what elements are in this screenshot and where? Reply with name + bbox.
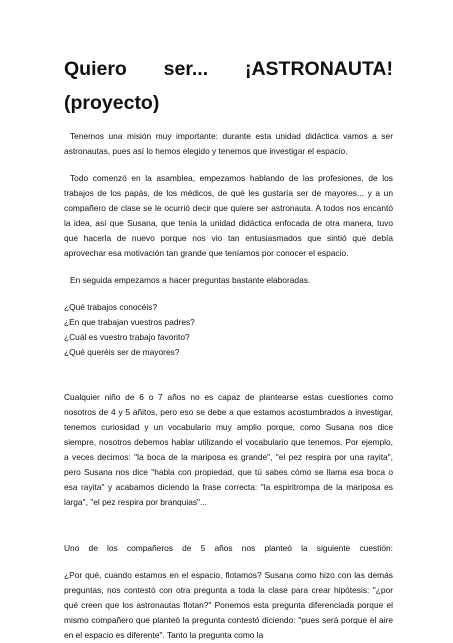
title-word-quiero: Quiero — [64, 58, 127, 80]
title-line-1 — [64, 52, 393, 86]
document-body — [64, 129, 393, 643]
question-item: ¿Qué trabajos conocéis? — [64, 302, 158, 312]
page-title — [64, 52, 393, 120]
title-word-astronauta: ¡ASTRONAUTA! — [244, 58, 393, 80]
paragraph-intro: Tenemos una misión muy importante: durante esta unidad didáctica vamos a ser astronautas, pues así lo hemos elegido y tenemos que investigar el espacio. — [64, 131, 393, 156]
question-list — [64, 300, 393, 360]
paragraph-questions-intro: En seguida empezamos a hacer preguntas bastante elaboradas. — [70, 275, 311, 285]
question-item: ¿Qué queréis ser de mayores? — [64, 347, 180, 357]
paragraph-origin: Todo comenzó en la asamblea, empezamos hablando de las profesiones, de los trabajos de los papás, de los médicos, de qué les gustaría ser de mayores... y a un compañero de clase se le ocurrió decir que quiere ser astronauta. A todos nos encantó la idea, así que Susana, que tenía la unidad didáctica enfocada de otra manera, tuvo que hacerla de nuevo porque nos vio tan entusiasmados que sintió que debía aprovechar esa motivación tan grande que teníamos por conocer el espacio. — [64, 173, 393, 258]
paragraph-vocabulary: Cualquier niño de 6 o 7 años no es capaz de plantearse estas cuestiones como nosotros de 4 y 5 añitos, pero eso se debe a que estamos acostumbrados a investigar, tenemos curiosidad y un vocabulario muy amplio porque, como Susana nos dice siempre, nosotros debemos hablar utilizando el vocabulario que tenemos. Por ejemplo, a veces decimos: "la boca de la mariposa es grande", "el pez respira por una rayita", pero Susana nos dice "habla con propiedad, que tú sabes cómo se llama esa boca o esa rayita" y acabamos diciendo la frase correcta: "la espiritrompa de la mariposa es larga", "el pez respira por branquias"... — [64, 392, 393, 507]
question-item: ¿Cuál es vuestro trabajo favorito? — [64, 332, 190, 342]
paragraph-companion-question: Uno de los compañeros de 5 años nos planteó la siguiente cuestión: — [64, 543, 393, 553]
question-item: ¿En que trabajan vuestros padres? — [64, 317, 195, 327]
paragraph-floating: ¿Por qué, cuando estamos en el espacio, flotamos? Susana como hizo con las demás preguntas, nos contestó con otra pregunta a toda la clase para crear hipótesis: "¿por qué creen que los astronautas flotan?" Ponemos esta pregunta diferenciada porque el mismo compañero que planteó la pregunta contestó diciendo: "pues será porque el aire en el espacio es diferente". Tanto la pregunta como la — [64, 570, 393, 640]
title-line-2: (proyecto) — [64, 92, 160, 114]
title-word-ser: ser... — [163, 58, 209, 80]
